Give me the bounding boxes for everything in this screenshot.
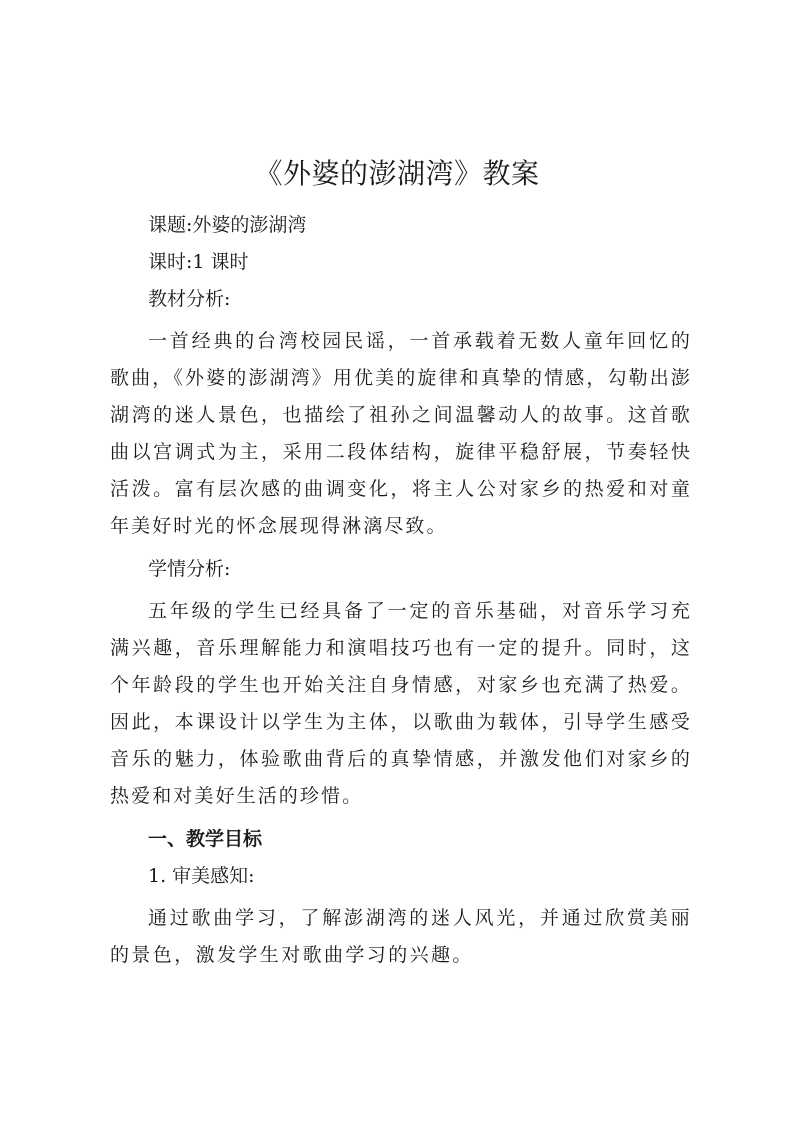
goal-1-paragraph: 通过歌曲学习，了解澎湖湾的迷人风光，并通过欣赏美丽的景色，激发学生对歌曲学习的兴趣。 <box>110 907 692 966</box>
student-analysis-label: 学情分析: <box>148 558 231 580</box>
student-analysis-paragraph: 五年级的学生已经具备了一定的音乐基础，对音乐学习充满兴趣，音乐理解能力和演唱技巧也有一定的提升。同时，这个年龄段的学生也开始关注自身情感，对家乡也充满了热爱。因此，本课设计以学生为主体，以歌曲为载体，引导学生感受音乐的魅力，体验歌曲背后的真挚情感，并激发他们对家乡的热爱和对美好生活的珍惜。 <box>110 600 692 807</box>
section-heading-teaching-goals: 一、教学目标 <box>148 828 263 850</box>
document-title: 《外婆的澎湖湾》教案 <box>254 157 540 190</box>
goal-1-label: 1. 审美感知: <box>148 865 255 887</box>
duration-line: 课时:1 课时 <box>148 251 249 273</box>
material-analysis-label: 教材分析: <box>148 288 231 310</box>
document-body <box>110 212 692 985</box>
topic-line: 课题:外婆的澎湖湾 <box>148 214 307 236</box>
material-analysis-paragraph: 一首经典的台湾校园民谣，一首承载着无数人童年回忆的歌曲，《外婆的澎湖湾》用优美的旋律和真挚的情感，勾勒出澎湖湾的迷人景色，也描绘了祖孙之间温馨动人的故事。这首歌曲以宫调式为主，采用二段体结构，旋律平稳舒展，节奏轻快活泼。富有层次感的曲调变化，将主人公对家乡的热爱和对童年美好时光的怀念展现得淋漓尽致。 <box>110 330 692 537</box>
